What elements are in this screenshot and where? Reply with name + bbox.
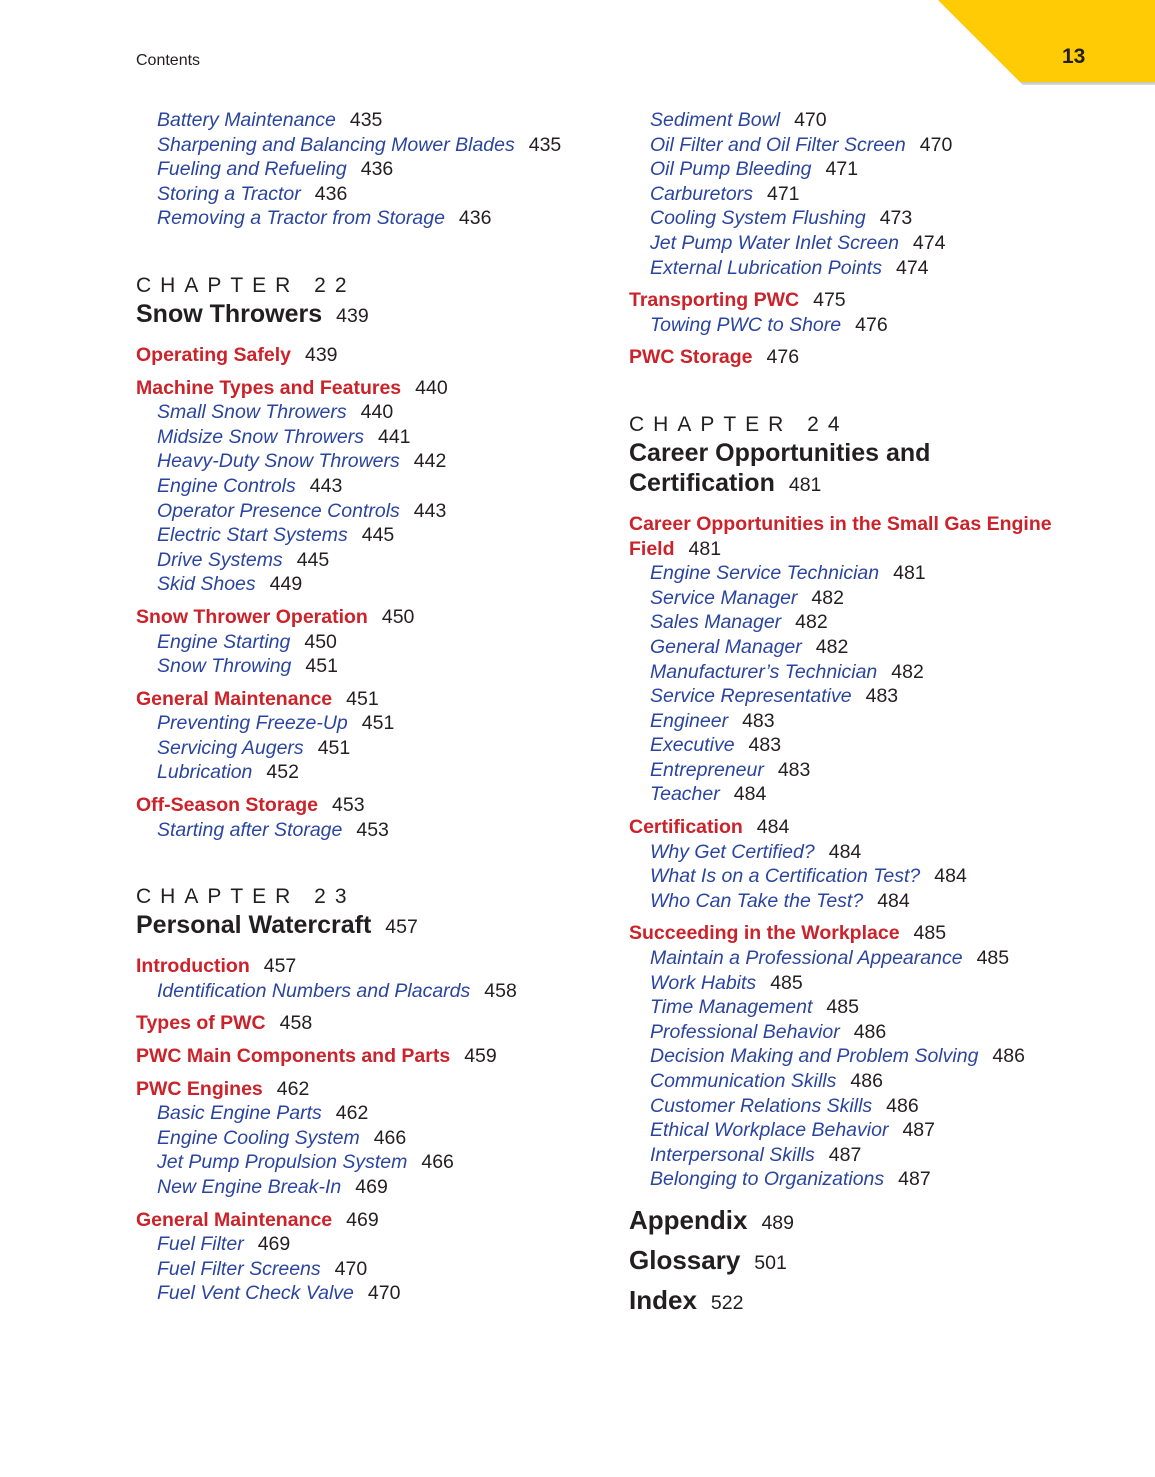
toc-subsection[interactable]: Time Management 485 — [650, 996, 859, 1019]
toc-section[interactable]: Types of PWC 458 — [136, 1012, 313, 1035]
toc-subsection[interactable]: Belonging to Organizations 487 — [650, 1168, 931, 1191]
toc-section[interactable]: Introduction 457 — [136, 955, 297, 978]
toc-subsection[interactable]: Operator Presence Controls 443 — [157, 499, 447, 522]
toc-subsection[interactable]: Entrepreneur 483 — [650, 758, 811, 781]
toc-subsection[interactable]: General Manager 482 — [650, 635, 849, 658]
back-matter-glossary[interactable]: Glossary 501 — [629, 1244, 787, 1275]
toc-subsection[interactable]: Fuel Filter Screens 470 — [157, 1257, 368, 1280]
toc-subsection[interactable]: Storing a Tractor 436 — [157, 182, 348, 205]
toc-subsection[interactable]: Decision Making and Problem Solving 486 — [650, 1045, 1025, 1068]
toc-subsection[interactable]: Removing a Tractor from Storage 436 — [157, 207, 492, 230]
toc-subsection[interactable]: Starting after Storage 453 — [157, 818, 389, 841]
toc-section[interactable]: PWC Engines 462 — [136, 1077, 310, 1100]
toc-subsection[interactable]: Sediment Bowl 470 — [650, 109, 827, 131]
toc-subsection[interactable]: Fuel Vent Check Valve 470 — [157, 1282, 401, 1305]
toc-section[interactable]: Transporting PWC 475 — [629, 289, 846, 312]
toc-subsection[interactable]: Professional Behavior 486 — [650, 1020, 887, 1043]
toc-subsection[interactable]: New Engine Break-In 469 — [157, 1176, 388, 1198]
chapter-22-heading — [136, 273, 606, 331]
toc-subsection[interactable]: Teacher 484 — [650, 783, 767, 806]
chapter-title[interactable]: Career Opportunities and Certification 481 — [629, 438, 931, 497]
toc-section[interactable]: Career Opportunities in the Small Gas Engine Field 481 — [629, 512, 1052, 560]
toc-subsection[interactable]: Identification Numbers and Placards 458 — [157, 979, 517, 1002]
carryover-list — [136, 108, 606, 231]
toc-subsection[interactable]: Engine Starting 450 — [157, 630, 337, 653]
toc-right-column — [629, 108, 1099, 1322]
toc-subsection[interactable]: Heavy-Duty Snow Throwers 442 — [157, 450, 447, 473]
page-tab-shape — [938, 0, 1155, 82]
toc-subsection[interactable]: Preventing Freeze-Up 451 — [157, 712, 395, 735]
toc-section[interactable]: Operating Safely 439 — [136, 343, 338, 366]
chapter-24-heading — [629, 412, 1099, 500]
toc-subsection[interactable]: Oil Pump Bleeding 471 — [650, 158, 859, 181]
toc-subsection[interactable]: Service Representative 483 — [650, 685, 899, 708]
toc-subsection[interactable]: Fuel Filter 469 — [157, 1233, 291, 1256]
toc-subsection[interactable]: Work Habits 485 — [650, 971, 803, 994]
toc-subsection[interactable]: Why Get Certified? 484 — [650, 840, 862, 863]
toc-subsection[interactable]: Ethical Workplace Behavior 487 — [650, 1119, 935, 1142]
toc-subsection[interactable]: Skid Shoes 449 — [157, 573, 303, 596]
toc-subsection[interactable]: Jet Pump Water Inlet Screen 474 — [650, 231, 946, 254]
back-matter-appendix[interactable]: Appendix 489 — [629, 1204, 794, 1235]
toc-subsection[interactable]: Lubrication 452 — [157, 761, 299, 784]
toc-subsection[interactable]: Electric Start Systems 445 — [157, 524, 395, 547]
toc-subsection[interactable]: Engine Service Technician 481 — [650, 562, 926, 585]
toc-left-column — [136, 108, 606, 1306]
toc-subsection[interactable]: Engine Cooling System 466 — [157, 1126, 407, 1149]
toc-subsection[interactable]: Maintain a Professional Appearance 485 — [650, 947, 1010, 970]
toc-section[interactable]: PWC Storage 476 — [629, 346, 800, 369]
page-tab — [0, 0, 1155, 90]
toc-section[interactable]: PWC Main Components and Parts 459 — [136, 1045, 497, 1068]
toc-subsection[interactable]: Fueling and Refueling 436 — [157, 158, 394, 181]
toc-subsection[interactable]: What Is on a Certification Test? 484 — [650, 865, 967, 888]
toc-subsection[interactable]: Engineer 483 — [650, 709, 775, 732]
toc-subsection[interactable]: Carburetors 471 — [650, 182, 800, 205]
toc-subsection[interactable]: Midsize Snow Throwers 441 — [157, 425, 411, 448]
toc-subsection[interactable]: Small Snow Throwers 440 — [157, 401, 394, 424]
chapter-title[interactable]: Snow Throwers 439 — [136, 299, 369, 328]
toc-subsection[interactable]: Servicing Augers 451 — [157, 736, 351, 759]
chapter-label: CHAPTER 24 — [629, 412, 849, 436]
toc-section[interactable]: Machine Types and Features 440 — [136, 376, 448, 399]
toc-subsection[interactable]: Executive 483 — [650, 734, 782, 757]
toc-subsection[interactable]: Engine Controls 443 — [157, 474, 343, 497]
toc-section[interactable]: General Maintenance 469 — [136, 1208, 379, 1231]
toc-subsection[interactable]: Service Manager 482 — [650, 586, 844, 609]
toc-subsection[interactable]: Interpersonal Skills 487 — [650, 1143, 862, 1166]
toc-section[interactable]: Off-Season Storage 453 — [136, 794, 365, 817]
toc-subsection[interactable]: Manufacturer’s Technician 482 — [650, 660, 924, 683]
chapter-label: CHAPTER 22 — [136, 273, 356, 297]
back-matter-index[interactable]: Index 522 — [629, 1284, 744, 1315]
toc-subsection[interactable]: Snow Throwing 451 — [157, 655, 338, 678]
toc-subsection[interactable]: Sales Manager 482 — [650, 611, 828, 634]
toc-section[interactable]: Snow Thrower Operation 450 — [136, 605, 415, 628]
toc-subsection[interactable]: Sharpening and Balancing Mower Blades 435 — [157, 133, 562, 156]
toc-subsection[interactable]: Cooling System Flushing 473 — [650, 207, 913, 230]
toc-subsection[interactable]: Who Can Take the Test? 484 — [650, 889, 910, 912]
toc-subsection[interactable]: Battery Maintenance 435 — [157, 109, 383, 131]
toc-subsection[interactable]: Oil Filter and Oil Filter Screen 470 — [650, 133, 953, 156]
chapter-label: CHAPTER 23 — [136, 885, 356, 909]
toc-section[interactable]: Succeeding in the Workplace 485 — [629, 922, 947, 945]
toc-subsection[interactable]: Drive Systems 445 — [157, 548, 330, 571]
toc-section[interactable]: Certification 484 — [629, 816, 790, 839]
toc-subsection[interactable]: Towing PWC to Shore 476 — [650, 313, 888, 336]
toc-subsection[interactable]: Communication Skills 486 — [650, 1070, 883, 1092]
chapter-title[interactable]: Personal Watercraft 457 — [136, 911, 418, 940]
running-head: Contents — [136, 52, 201, 69]
toc-subsection[interactable]: Customer Relations Skills 486 — [650, 1094, 919, 1117]
toc-subsection[interactable]: Basic Engine Parts 462 — [157, 1102, 369, 1125]
chapter-23-heading — [136, 884, 606, 942]
toc-section[interactable]: General Maintenance 451 — [136, 687, 379, 710]
carryover-list — [629, 108, 1099, 280]
toc-subsection[interactable]: External Lubrication Points 474 — [650, 256, 929, 279]
toc-subsection[interactable]: Jet Pump Propulsion System 466 — [157, 1151, 454, 1174]
page-number: 13 — [1062, 45, 1086, 68]
